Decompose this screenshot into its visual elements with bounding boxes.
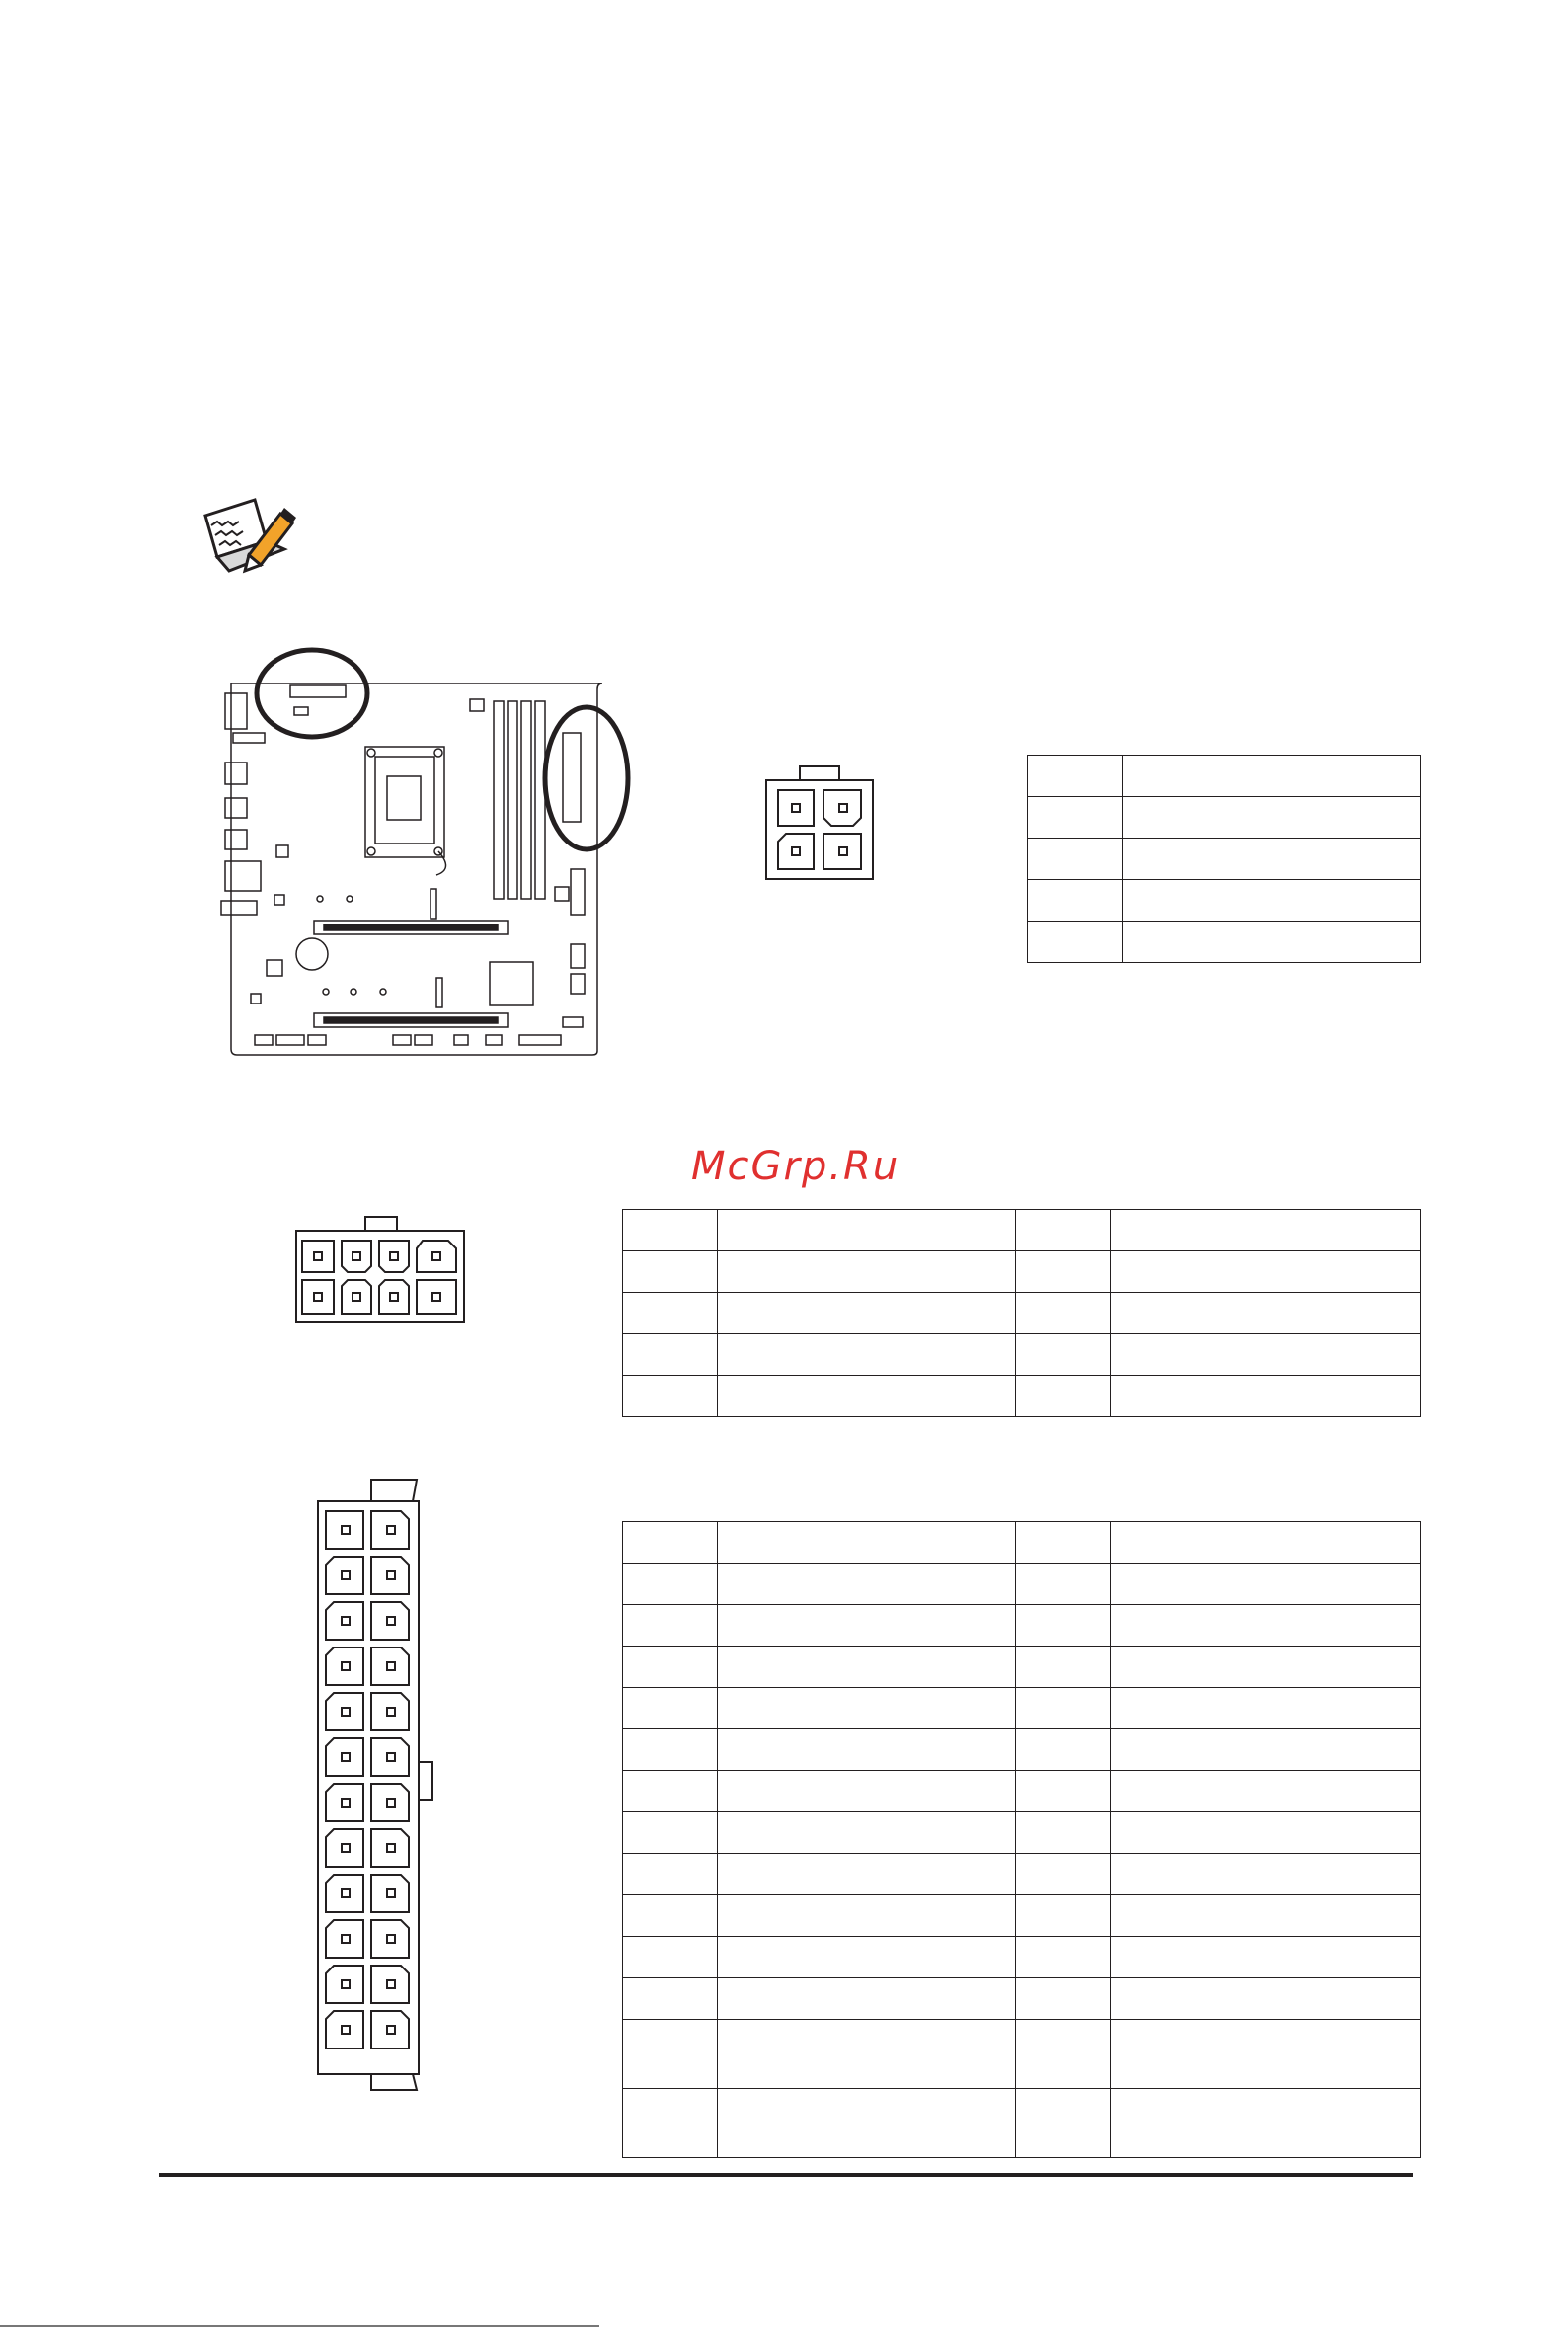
table-row — [1028, 756, 1421, 797]
pin-contact — [342, 1889, 350, 1897]
table-row — [623, 1251, 1421, 1293]
pin-contact — [387, 1571, 395, 1579]
table-row — [623, 1293, 1421, 1334]
atx-24pin-table — [622, 1521, 1421, 2158]
table-row — [623, 1564, 1421, 1605]
pin-contact — [387, 1844, 395, 1852]
pin-contact — [342, 1617, 350, 1625]
atx-4pin-connector-diagram — [766, 763, 885, 881]
pin-contact — [342, 1799, 350, 1807]
atx-24pin-connector-diagram — [316, 1480, 438, 2096]
table-row — [1028, 880, 1421, 922]
table-row — [623, 2089, 1421, 2158]
table-row — [1028, 839, 1421, 880]
table-row — [1028, 797, 1421, 839]
table-row — [623, 1729, 1421, 1771]
pin-contact — [342, 1844, 350, 1852]
pin-contact — [387, 1935, 395, 1943]
table-row — [623, 1895, 1421, 1937]
pin-contact — [387, 1617, 395, 1625]
table-row — [1028, 922, 1421, 963]
pin-contact — [342, 1662, 350, 1670]
table-row — [623, 1522, 1421, 1564]
pin-contact — [387, 1980, 395, 1988]
table-row — [623, 1605, 1421, 1647]
pin-contact — [387, 1526, 395, 1534]
table-row — [623, 1812, 1421, 1854]
atx-8pin-table — [622, 1209, 1421, 1417]
bottom-rule — [0, 2325, 599, 2327]
table-row — [623, 2020, 1421, 2089]
atx-8pin-connector-diagram — [296, 1217, 470, 1326]
pin-contact — [387, 2026, 395, 2034]
watermark: McGrp.Ru — [691, 1144, 901, 1189]
pin-contact — [387, 1889, 395, 1897]
pin-contact — [387, 1708, 395, 1716]
table-row — [623, 1854, 1421, 1895]
pin-contact — [387, 1662, 395, 1670]
pin-contact — [387, 1799, 395, 1807]
note-pencil-icon — [197, 494, 296, 583]
table-row — [623, 1937, 1421, 1978]
pin-contact — [387, 1753, 395, 1761]
pin-contact — [342, 1571, 350, 1579]
motherboard-diagram — [217, 642, 632, 1067]
table-row — [623, 1210, 1421, 1251]
table-row — [623, 1647, 1421, 1688]
pin-contact — [342, 1935, 350, 1943]
pin-contact — [342, 1753, 350, 1761]
table-row — [623, 1688, 1421, 1729]
footer-rule — [159, 2173, 1413, 2177]
pin-contact — [342, 1980, 350, 1988]
pin-contact — [342, 2026, 350, 2034]
pin-contact — [342, 1526, 350, 1534]
table-row — [623, 1334, 1421, 1376]
table-row — [623, 1978, 1421, 2020]
atx-4pin-table — [1027, 755, 1421, 963]
table-row — [623, 1771, 1421, 1812]
pin-contact — [342, 1708, 350, 1716]
table-row — [623, 1376, 1421, 1417]
